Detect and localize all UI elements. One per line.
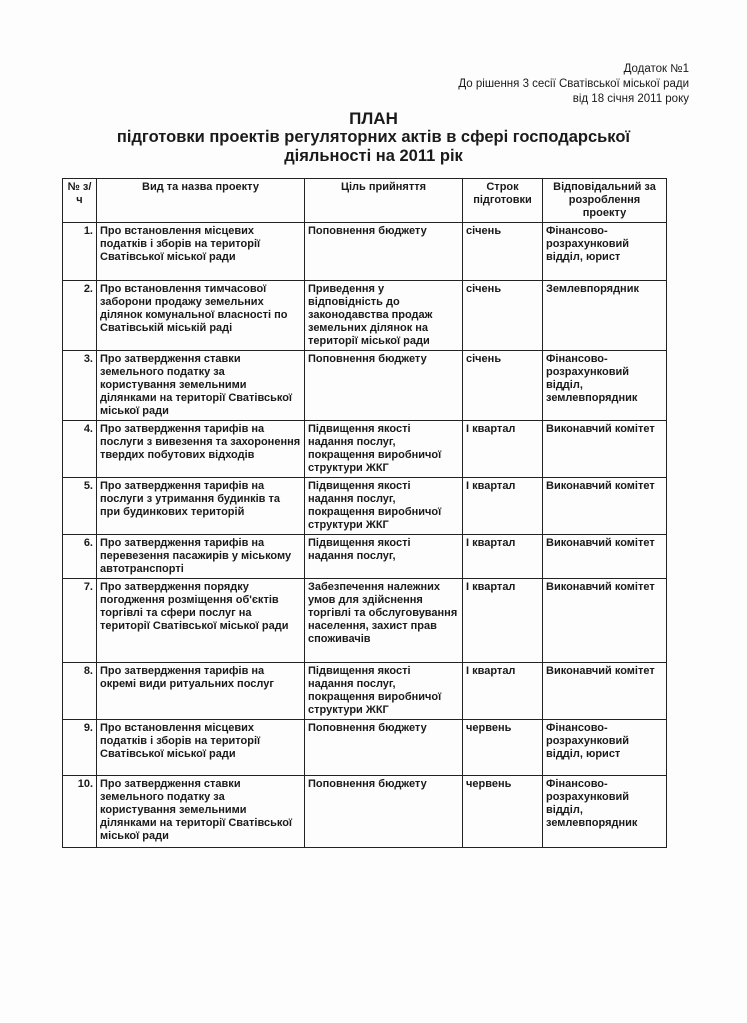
- table-row: [63, 663, 667, 720]
- row-term: січень: [463, 281, 543, 351]
- table-header-row: [63, 179, 667, 223]
- row-responsible: Фінансово-розрахунковий відділ, юрист: [543, 223, 667, 281]
- row-responsible: Виконавчий комітет: [543, 478, 667, 535]
- row-project-name: Про затвердження порядку погодження розміщення об'єктів торгівлі та сфери послуг на території Сватівської міської ради: [97, 579, 305, 663]
- row-responsible: Виконавчий комітет: [543, 663, 667, 720]
- row-term: січень: [463, 351, 543, 421]
- row-goal: Приведення у відповідність до законодавства продаж земельних ділянок на території міської ради: [305, 281, 463, 351]
- row-goal: Поповнення бюджету: [305, 351, 463, 421]
- row-number: 3.: [63, 351, 97, 421]
- header-responsible: Відповідальний за розроблення проекту: [543, 179, 667, 223]
- row-project-name: Про затвердження тарифів на послуги з утримання будинків та при будинкових територій: [97, 478, 305, 535]
- title-plan: ПЛАН: [349, 109, 398, 128]
- header-term: Строк підготовки: [463, 179, 543, 223]
- table-row: [63, 535, 667, 579]
- row-responsible: Виконавчий комітет: [543, 579, 667, 663]
- row-term: І квартал: [463, 663, 543, 720]
- row-responsible: Фінансово-розрахунковий відділ, юрист: [543, 720, 667, 776]
- row-responsible: Землевпорядник: [543, 281, 667, 351]
- plan-table: [62, 178, 667, 848]
- annex-decision: До рішення 3 сесії Сватівської міської ради: [458, 78, 689, 90]
- table-row: [63, 351, 667, 421]
- row-project-name: Про затвердження тарифів на окремі види ритуальних послуг: [97, 663, 305, 720]
- row-number: 9.: [63, 720, 97, 776]
- row-number: 8.: [63, 663, 97, 720]
- row-responsible: Виконавчий комітет: [543, 535, 667, 579]
- row-project-name: Про встановлення місцевих податків і зборів на території Сватівської міської ради: [97, 720, 305, 776]
- row-goal: Поповнення бюджету: [305, 223, 463, 281]
- row-project-name: Про затвердження ставки земельного податку за користування земельними ділянками на території Сватівської міської ради: [97, 351, 305, 421]
- annex-note: [458, 62, 689, 107]
- table-row: [63, 720, 667, 776]
- table-row: [63, 223, 667, 281]
- annex-date: від 18 січня 2011 року: [572, 93, 689, 105]
- row-responsible: Фінансово-розрахунковий відділ, землевпорядник: [543, 776, 667, 848]
- row-term: січень: [463, 223, 543, 281]
- row-number: 6.: [63, 535, 97, 579]
- row-number: 2.: [63, 281, 97, 351]
- row-number: 5.: [63, 478, 97, 535]
- row-number: 4.: [63, 421, 97, 478]
- row-term: І квартал: [463, 478, 543, 535]
- row-goal: Підвищення якості надання послуг,: [305, 535, 463, 579]
- row-term: І квартал: [463, 535, 543, 579]
- row-project-name: Про встановлення тимчасової заборони продажу земельних ділянок комунальної власності по Сватівській міській раді: [97, 281, 305, 351]
- row-goal: Підвищення якості надання послуг, покращення виробничої структури ЖКГ: [305, 421, 463, 478]
- title-year: діяльності на 2011 рік: [284, 147, 463, 165]
- row-project-name: Про затвердження тарифів на послуги з вивезення та захоронення твердих побутових відходів: [97, 421, 305, 478]
- row-project-name: Про затвердження тарифів на перевезення пасажирів у міському автотранспорті: [97, 535, 305, 579]
- row-responsible: Фінансово-розрахунковий відділ, землевпорядник: [543, 351, 667, 421]
- row-project-name: Про встановлення місцевих податків і зборів на території Сватівської міської ради: [97, 223, 305, 281]
- row-goal: Забезпечення належних умов для здійснення торгівлі та обслуговування населення, захист прав споживачів: [305, 579, 463, 663]
- annex-number: Додаток №1: [623, 63, 689, 75]
- row-number: 10.: [63, 776, 97, 848]
- row-term: І квартал: [463, 421, 543, 478]
- row-term: червень: [463, 776, 543, 848]
- table-row: [63, 478, 667, 535]
- row-responsible: Виконавчий комітет: [543, 421, 667, 478]
- row-project-name: Про затвердження ставки земельного податку за користування земельними ділянками на території Сватівської міської ради: [97, 776, 305, 848]
- document-title: [0, 109, 747, 166]
- row-number: 7.: [63, 579, 97, 663]
- header-number: № з/ч: [63, 179, 97, 223]
- row-goal: Підвищення якості надання послуг, покращення виробничої структури ЖКГ: [305, 478, 463, 535]
- table-row: [63, 281, 667, 351]
- title-subject: підготовки проектів регуляторних актів в сфері господарської: [116, 128, 631, 146]
- table-row: [63, 776, 667, 848]
- table-row: [63, 579, 667, 663]
- row-number: 1.: [63, 223, 97, 281]
- row-goal: Підвищення якості надання послуг, покращення виробничої структури ЖКГ: [305, 663, 463, 720]
- header-project: Вид та назва проекту: [97, 179, 305, 223]
- row-term: червень: [463, 720, 543, 776]
- header-goal: Ціль прийняття: [305, 179, 463, 223]
- row-goal: Поповнення бюджету: [305, 720, 463, 776]
- row-goal: Поповнення бюджету: [305, 776, 463, 848]
- row-term: І квартал: [463, 579, 543, 663]
- table-row: [63, 421, 667, 478]
